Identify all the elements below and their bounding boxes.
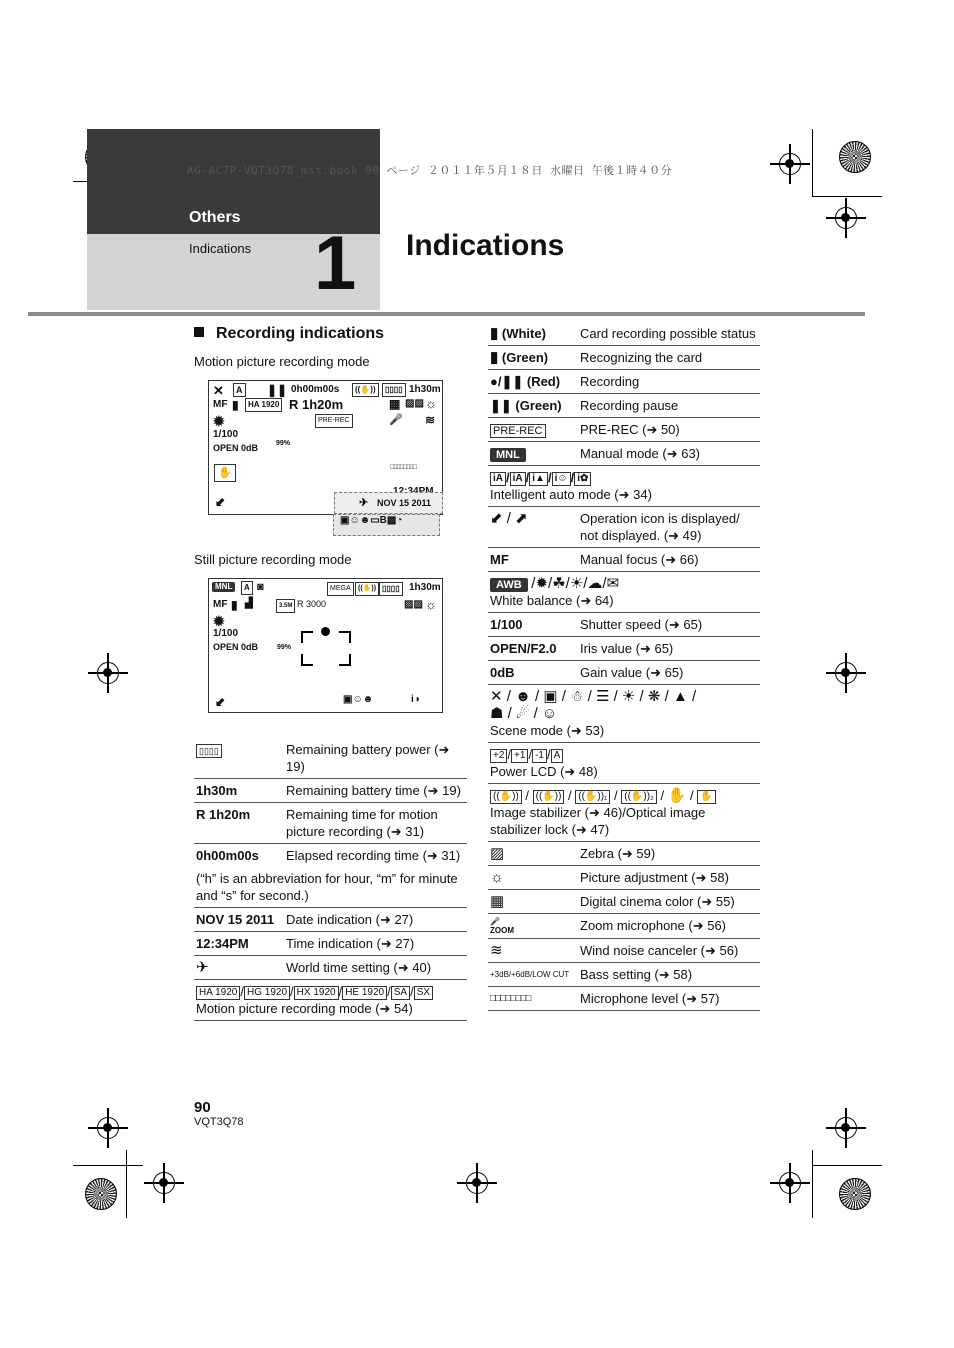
mode-hx-icon: HX 1920 [294,986,339,1000]
table-row [488,466,760,507]
stabilizer-icons: ((✋)) / ((✋)) / ((✋))₁ / ((✋))₂ / ✋ / ✋ [490,788,716,803]
table-row [488,346,760,370]
row-desc: Date indication (➜ 27) [284,908,467,932]
crop-mark [126,1150,127,1218]
lcd-zebra-level: 99% [276,440,291,447]
registration-mark-icon [779,1172,801,1194]
lcd-plus1-icon: +1 [511,749,528,763]
lcd-shutter: 1/100 [213,429,239,440]
crop-mark [73,1165,143,1166]
battery-icon: ▯▯▯▯ [379,582,403,596]
operation-icon: ⬋ / ⬈ [488,507,578,548]
airplane-icon: ✈ [194,956,284,980]
chapter-section: Indications [189,241,252,256]
wind-icon: ≋ [488,939,578,963]
card-icon: ▮ [231,598,238,612]
mode-icons-cell: HA 1920 / HG 1920 / HX 1920 / HE 1920 / SA / SX Motion picture recording mode (➜ 54) [194,980,467,1021]
crop-mark [812,129,813,197]
registration-star-icon [839,141,871,173]
heading-text: Recording indications [216,325,385,342]
iauto-icons: iA / iA / i▲ / i☺ / i✿ [490,470,591,485]
zebra-icon: ▨ [488,842,578,866]
row-key: 12:34PM [194,932,284,956]
table-row [488,842,760,866]
prerec-icon: PRE-REC [490,424,546,438]
registration-mark-icon [153,1172,175,1194]
registration-mark-icon [779,153,801,175]
square-bullet-icon [194,327,204,337]
row-desc: Elapsed recording time (➜ 31) [286,848,461,863]
lcd-mnl: MNL [212,582,235,593]
wb-gear-icon: ✹ [213,413,225,429]
right-indications-table [488,322,760,1011]
row-key: MF [488,548,578,572]
portrait-icon: ▩ [386,515,397,526]
table-row [194,779,467,803]
stabilizer-cell [488,784,760,842]
lcd-auto-icon: A [551,749,564,763]
lcd-zebra-level: 99% [277,644,292,651]
battery-icon: ▯▯▯▯ [196,744,222,758]
lcd-cell: +2 / +1 / -1 / A Power LCD (➜ 48) [488,743,760,784]
table-row [194,980,467,1021]
wb-icons: /✹/☘/☀/☁/✉ [531,575,620,592]
stabilizer-desc: Image stabilizer (➜ 46)/Optical image stabilizer lock (➜ 47) [490,805,706,837]
mic-icon: 🎤 [389,414,403,426]
row-key: ❚❚ (Green) [488,394,578,418]
ha-label: HA [248,400,260,409]
row-key: ▮ (Green) [488,346,578,370]
page-number: 90 [194,1099,211,1116]
table-row [488,613,760,637]
lcd-size: 3.5M [276,599,295,613]
motion-lcd-bottom-icons [333,514,440,536]
battery-icon: ▯▯▯▯ [382,383,406,397]
scene-cell [488,685,760,743]
row-key: ▮ (White) [488,322,578,346]
mode-hg-icon: HG 1920 [244,986,290,1000]
lcd-mf: MF [213,399,228,410]
registration-star-icon [839,1178,871,1210]
registration-mark-icon [835,1117,857,1139]
wind-icon: ≋ [425,413,436,427]
registration-mark-icon [835,662,857,684]
row-desc: Time indication (➜ 27) [284,932,467,956]
awb-icon: AWB [490,578,528,592]
still-bottom-icons: ▣☺☻ [343,694,374,705]
row-key: 0dB [488,661,578,685]
print-header-line: AG-AC7P-VQT3Q78_mst.book 90 ページ ２０１１年５月１８日 水曜日 午後１時４０分 [187,164,673,177]
lcd-shutter: 1/100 [213,628,239,639]
table-row [488,370,760,394]
lcd-remaining: R 1h20m [289,397,344,412]
table-row [488,685,760,743]
card-slot-icon: ▭ [370,515,380,526]
registration-mark-icon [97,1117,119,1139]
table-row [194,867,467,908]
table-row [488,572,760,613]
table-row [488,394,760,418]
row-desc: Remaining battery time (➜ 19) [284,779,467,803]
table-row [194,803,467,844]
row-desc: Manual mode (➜ 63) [578,442,760,466]
bass-icons: +3dB/+6dB/LOW CUT [488,963,578,987]
lcd-small-icon: ▣ [340,515,350,526]
lcd-battery-time: 1h30m [409,582,441,593]
scene-desc: Scene mode (➜ 53) [490,723,605,738]
table-row [194,844,467,868]
mode-ha-icon: HA 1920 [196,986,240,1000]
lcd-mf: MF [213,599,228,610]
still-lcd-screen [208,578,443,713]
motion-mode-label: Motion picture recording mode [194,354,370,369]
motion-lcd-screen [208,380,443,515]
mode-sx-icon: SX [414,986,433,1000]
iauto-cell [488,466,760,507]
row-key: ●/❚❚ (Red) [488,370,578,394]
crop-mark [812,1165,882,1166]
cinema-icon: ▦ [389,397,401,411]
mic-level-icon: □□□□□□□□ [488,987,578,1011]
lcd-elapsed: 0h00m00s [291,384,340,395]
focus-dot-icon [321,627,330,636]
face-icon: ☺ [349,515,360,526]
row-desc: Recording pause [578,394,760,418]
crop-mark [812,196,882,197]
row-key: NOV 15 2011 [194,908,284,932]
camera-icon: ◙ [257,581,264,593]
stabilizer-icon: ((✋)) [352,383,379,397]
ois-lock-icon: ✋ [214,464,236,482]
wb-desc: White balance (➜ 64) [490,593,614,608]
lcd-iris: OPEN [213,443,239,453]
table-row [488,963,760,987]
row-key: 1h30m [194,779,284,803]
table-row [488,637,760,661]
pause-icon: ❚❚ [267,383,288,397]
registration-mark-icon [466,1172,488,1194]
lcd-count: R 3000 [297,599,327,609]
focus-corner-tr [339,631,351,643]
chapter-name: Others [189,209,241,226]
crop-mark [812,1150,813,1218]
res-label: 1920 [261,400,280,409]
table-row [488,743,760,784]
note-text: (“h” is an abbreviation for hour, “m” for minute and “s” for second.) [194,867,467,908]
picture-adjust-icon: ☼ [425,597,437,612]
registration-mark-icon [835,207,857,229]
registration-mark-icon [97,662,119,684]
operation-icon: ⬋ [215,495,226,509]
wb-cell [488,572,760,613]
lcd-auto-icon: A [241,581,253,595]
registration-star-icon [85,1178,117,1210]
lcd-desc: Power LCD (➜ 48) [490,764,598,779]
table-row [488,914,760,939]
row-desc: Digital cinema color (➜ 55) [578,890,760,914]
row-key [194,738,284,779]
row-desc: Card recording possible status [578,322,760,346]
lcd-gain: 0dB [241,443,259,453]
picture-adjust-icon: ☼ [425,396,437,411]
table-row [488,890,760,914]
card-white-icon: ▮ [490,325,499,342]
zebra-icon: ▨▨ [404,599,423,610]
scene-icons: ✕ / ☻ / ▣ / ☃ / ☰ / ☀ / ❋ / ▲ / ☗ / ☄ / ☺ [490,688,697,722]
page-title: Indications [406,229,565,262]
lcd-iris: OPEN [213,642,239,652]
row-desc: Microphone level (➜ 57) [578,987,760,1011]
row-desc: World time setting (➜ 40) [284,956,467,980]
header-rule [28,312,865,316]
zoom-mic-icon: 🎤 ZOOM [488,914,578,939]
picture-adjust-icon: ☼ [488,866,578,890]
table-row [488,784,760,842]
lcd-battery-time: 1h30m [409,384,441,395]
table-row [488,939,760,963]
table-row [194,956,467,980]
lcd-gain: 0dB [241,642,259,652]
cinema-color-icon: ▦ [488,890,578,914]
row-key: 1/100 [488,613,578,637]
row-desc: Manual focus (➜ 66) [578,548,760,572]
row-desc: Iris value (➜ 65) [578,637,760,661]
chapter-number: 1 [314,221,357,306]
table-row [488,548,760,572]
row-desc: Remaining time for motion picture recording (➜ 31) [284,803,467,844]
row-desc: Bass setting (➜ 58) [578,963,760,987]
table-row [488,987,760,1011]
stabilizer-icon: ((✋)) [355,582,379,596]
card-green-icon: ▮ [490,349,499,366]
row-desc: Remaining battery power (➜ 19) [284,738,467,779]
row-key: OPEN/F2.0 [488,637,578,661]
table-row [488,418,760,442]
zebra-icon: ▨▨ [405,398,424,409]
row-desc: Operation icon is displayed/ not displayed. (➜ 49) [578,507,760,548]
left-indications-table [194,738,467,1021]
lcd-mega: MEGA [327,582,354,596]
lcd-mic-level: □□□□□□□□ [390,464,416,471]
table-row [194,908,467,932]
recording-indications-heading [194,325,384,343]
lcd-prerec: PRE-REC [315,414,353,428]
focus-corner-bl [301,654,313,666]
row-key: R 1h20m [194,803,284,844]
table-row [488,661,760,685]
row-desc: Shutter speed (➜ 65) [578,613,760,637]
airplane-icon: ✈ [359,497,369,509]
lcd-auto-icon: A [233,383,246,397]
quality-icon: ▟ [245,598,253,609]
row-key: 0h00m00s [196,848,259,863]
table-row [194,932,467,956]
iauto-desc: Intelligent auto mode (➜ 34) [490,487,652,502]
doc-code: VQT3Q78 [194,1116,244,1128]
table-row [488,507,760,548]
scene-icon: ✕ [213,383,224,398]
row-key [488,418,578,442]
mode-sa-icon: SA [391,986,410,1000]
mode-he-icon: HE 1920 [342,986,387,1000]
row-desc: Zoom microphone (➜ 56) [578,914,760,939]
lcd-mode-icon [245,398,282,412]
focus-corner-br [339,654,351,666]
operation-icon: ⬋ [215,695,226,709]
table-row [194,738,467,779]
card-icon: ▮ [232,398,239,412]
table-row [488,866,760,890]
wb-gear-icon: ✹ [213,613,225,629]
row-desc: Recording [578,370,760,394]
table-row [488,322,760,346]
b-label: B [379,515,387,526]
lcd-ir: i◑ [411,694,420,705]
row-key [488,442,578,466]
timer-icon: ◔ [396,515,403,526]
row-desc: PRE-REC (➜ 50) [578,418,760,442]
mode-desc: Motion picture recording mode (➜ 54) [196,1001,413,1016]
lcd-date: NOV 15 2011 [377,498,432,508]
row-desc: Wind noise canceler (➜ 56) [578,939,760,963]
still-mode-label: Still picture recording mode [194,552,352,567]
row-desc: Gain value (➜ 65) [578,661,760,685]
row-desc: Zebra (➜ 59) [578,842,760,866]
mnl-icon: MNL [490,448,526,462]
lcd-plus2-icon: +2 [490,749,507,763]
lcd-minus1-icon: -1 [532,749,547,763]
row-desc: Recognizing the card [578,346,760,370]
row-desc: Picture adjustment (➜ 58) [578,866,760,890]
table-row [488,442,760,466]
smile-icon: ☻ [359,515,371,526]
focus-corner-tl [301,631,313,643]
